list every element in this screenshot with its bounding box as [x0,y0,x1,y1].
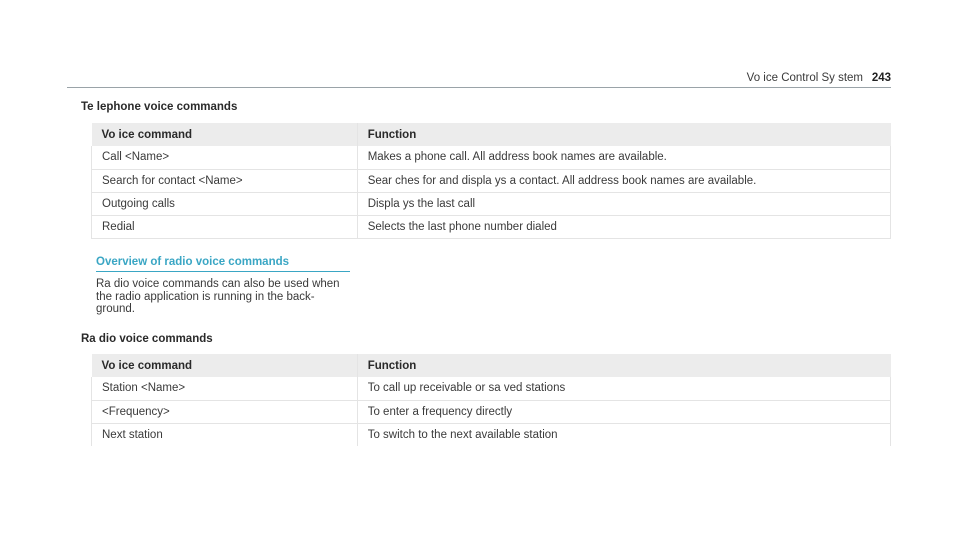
header-rule [67,87,891,88]
function-cell: Sear ches for and displa ys a contact. All address book names are available. [357,169,890,192]
column-header-function: Function [357,123,890,146]
voice-command-cell: Next station [92,423,358,446]
voice-command-cell: Station <Name> [92,377,358,400]
overview-title-underline [96,271,350,272]
function-cell: Displa ys the last call [357,192,890,215]
radio-commands-table [91,354,891,446]
voice-command-cell: Redial [92,215,358,238]
table-header-row [92,123,891,146]
overview-line: the radio application is running in the back- [96,290,315,303]
table-row [92,215,891,238]
header-title: Vo ice Control Sy stem [746,72,863,84]
table-row [92,192,891,215]
table-row [92,146,891,169]
function-cell: To enter a frequency directly [357,400,890,423]
column-header-voice-command: Vo ice command [101,359,193,372]
voice-command-cell: Search for contact <Name> [92,169,358,192]
table-row [92,400,891,423]
overview-line: Ra dio voice commands can also be used when [96,278,340,290]
page-number: 243 [871,72,891,84]
table-row [92,169,891,192]
table-row [92,423,891,446]
column-header-voice-command: Vo ice command [101,128,193,141]
page-header [67,72,891,88]
overview-description [96,278,356,316]
overview-radio-title: Overview of radio voice commands [96,256,290,268]
voice-command-cell: <Frequency> [92,400,358,423]
telephone-commands-table [91,123,891,239]
telephone-commands-heading: Te lephone voice commands [81,101,238,113]
overview-line: ground. [96,303,136,315]
function-cell: To call up receivable or sa ved stations [357,377,890,400]
column-header-function: Function [357,354,890,377]
table-row [92,377,891,400]
function-cell: To switch to the next available station [357,423,890,446]
voice-command-cell: Outgoing calls [92,192,358,215]
radio-commands-heading: Ra dio voice commands [81,333,213,345]
function-cell: Selects the last phone number dialed [357,215,890,238]
table-header-row [92,354,891,377]
function-cell: Makes a phone call. All address book names are available. [357,146,890,169]
voice-command-cell: Call <Name> [92,146,358,169]
